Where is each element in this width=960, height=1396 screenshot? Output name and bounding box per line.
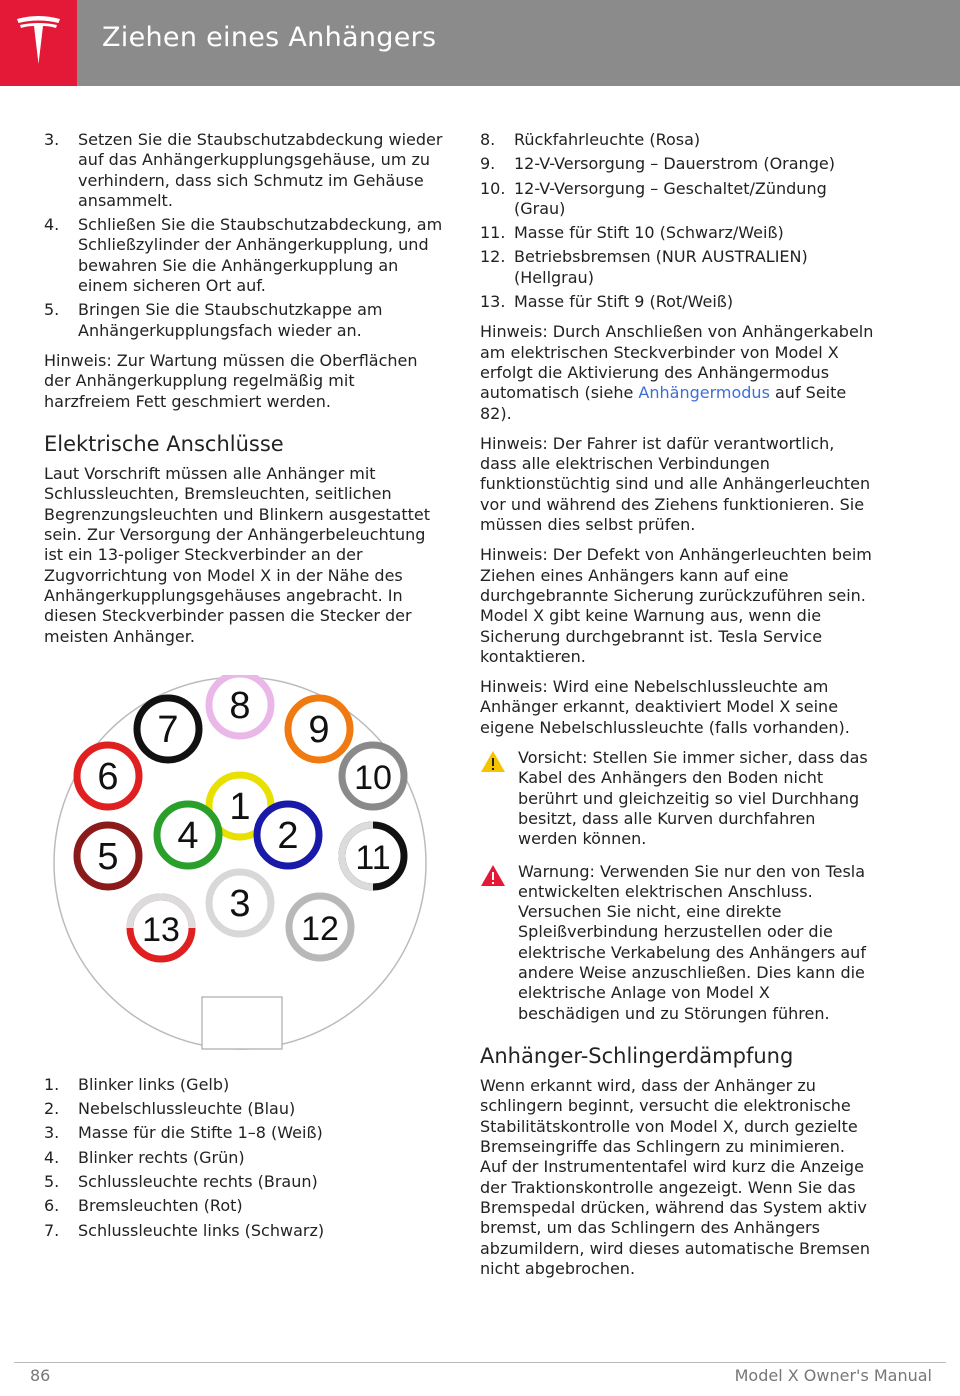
caution-callout — [480, 748, 875, 849]
pin-12-label: 12 — [301, 909, 339, 948]
list-item-number: 9. — [480, 154, 496, 174]
list-item-text: 12-V-Versorgung – Dauerstrom (Orange) — [514, 154, 835, 174]
list-item-text: Schlussleuchte links (Schwarz) — [78, 1220, 325, 1240]
list-item-text: 12-V-Versorgung – Geschaltet/Zündung (Grau) — [514, 178, 827, 218]
list-item-text: Blinker links (Gelb) — [78, 1074, 230, 1094]
list-item — [44, 215, 444, 296]
list-item — [44, 1221, 444, 1241]
list-item — [44, 130, 444, 211]
list-item — [480, 154, 875, 174]
pin-7-label: 7 — [157, 708, 179, 751]
list-item-number: 11. — [480, 223, 506, 243]
list-item — [480, 292, 875, 312]
list-item — [44, 1148, 444, 1168]
list-item — [44, 1075, 444, 1095]
page-number: 86 — [30, 1366, 51, 1385]
section-heading-electrical: Elektrische Anschlüsse — [44, 431, 284, 456]
list-item — [480, 223, 875, 243]
list-item-number: 3. — [44, 1123, 60, 1143]
note-grease: Hinweis: Zur Wartung müssen die Oberflächen der Anhängerkupplung regelmäßig mit harzfreiem Fett geschmiert werden. — [44, 350, 418, 411]
list-item-number: 12. — [480, 247, 506, 267]
list-item-text: Blinker rechts (Grün) — [78, 1147, 245, 1167]
list-item — [480, 130, 875, 150]
link-trailer-mode[interactable]: Anhängermodus — [638, 383, 770, 403]
list-item-number: 6. — [44, 1196, 60, 1216]
list-item-number: 7. — [44, 1220, 60, 1240]
list-item — [44, 1123, 444, 1143]
pin-1-label: 1 — [229, 785, 251, 828]
steps-list — [44, 130, 444, 341]
pin-3-label: 3 — [229, 882, 251, 925]
caution-text: Vorsicht: Stellen Sie immer sicher, dass das Kabel des Anhängers den Boden nicht berührt und gleichzeitig so viel Durchhang besitzt, dass alle Kurven durchfahren werden können. — [518, 748, 868, 849]
list-item-number: 2. — [44, 1099, 60, 1119]
pin-list-right — [480, 130, 875, 312]
list-item-number: 1. — [44, 1074, 60, 1094]
list-item — [44, 300, 444, 341]
list-item-text: Setzen Sie die Staubschutzabdeckung wieder auf das Anhängerkupplungsgehäuse, um zu verhindern, dass sich Schmutz im Gehäuse ansammelt. — [78, 130, 443, 210]
list-item-number: 5. — [44, 1172, 60, 1192]
warning-text: Warnung: Verwenden Sie nur den von Tesla entwickelten elektrischen Anschluss. Versuchen Sie nicht, eine direkte Spleißverbindung herzustellen oder die elektrische Verkabelung des Anhängers auf andere Weise anzuschließen. Dies kann die elektrische Anlage von Model X beschädigen und zu Störungen führen. — [518, 861, 866, 1023]
list-item-number: 4. — [44, 1147, 60, 1167]
note-text: Hinweis: Durch Anschließen von Anhängerkabeln am elektrischen Steckverbinder von Model X erfolgt die Aktivierung des Anhängermodus automatisch (siehe — [480, 322, 874, 403]
list-item-number: 4. — [44, 215, 60, 235]
list-item-text: Masse für Stift 10 (Schwarz/Weiß) — [514, 223, 784, 243]
list-item-text: Bremsleuchten (Rot) — [78, 1196, 243, 1216]
list-item-number: 10. — [480, 178, 506, 198]
note-fuse: Hinweis: Der Defekt von Anhängerleuchten beim Ziehen eines Anhängers kann auf eine durchgebrannte Sicherung zurückzuführen sein. Model X gibt keine Warnung aus, wenn die Sicherung durchgebrannt ist. Tesla Service kontaktieren. — [480, 545, 872, 666]
pin-4-label: 4 — [177, 814, 199, 857]
pin-11-label: 11 — [355, 838, 391, 877]
note-text: auf Seite 82). — [480, 383, 847, 423]
list-item-text: Betriebsbremsen (NUR AUSTRALIEN) (Hellgrau) — [514, 247, 808, 287]
page-header — [0, 0, 960, 86]
list-item-number: 5. — [44, 300, 60, 320]
electrical-intro: Laut Vorschrift müssen alle Anhänger mit Schlussleuchten, Bremsleuchten, seitlichen Begrenzungsleuchten und Blinkern ausgestattet sein. Zur Versorgung der Anhängerbeleuchtung ist ein 13-poliger Steckverbinder an der Zugvorrichtung von Model X in der Nähe des Anhängerkupplungsgehäuses angebracht. In diesen Steckverbinder passen die Stecker der meisten Anhänger. — [44, 464, 431, 646]
page-title: Ziehen eines Anhängers — [102, 22, 437, 53]
note-trailer-mode — [480, 322, 875, 423]
list-item-number: 3. — [44, 130, 60, 149]
list-item — [480, 247, 875, 288]
connector-pin-diagram — [52, 675, 428, 1051]
list-item — [44, 1196, 444, 1216]
list-item-text: Schlussleuchte rechts (Braun) — [78, 1172, 318, 1192]
section-heading-sway: Anhänger-Schlingerdämpfung — [480, 1043, 794, 1068]
list-item-text: Nebelschlussleuchte (Blau) — [78, 1099, 296, 1119]
list-item-text: Masse für Stift 9 (Rot/Weiß) — [514, 292, 734, 312]
list-item-number: 8. — [480, 130, 496, 149]
footer-divider — [14, 1362, 946, 1363]
left-column — [44, 130, 444, 1251]
pin-10-label: 10 — [354, 758, 392, 797]
tesla-logo — [0, 0, 77, 86]
list-item-text: Schließen Sie die Staubschutzabdeckung, am Schließzylinder der Anhängerkupplung, und bewahren Sie die Anhängerkupplung an einem sicheren Ort auf. — [78, 215, 443, 296]
warning-callout — [480, 862, 875, 1024]
pin-list-left — [44, 1075, 444, 1241]
manual-title: Model X Owner's Manual — [734, 1366, 932, 1385]
note-driver-responsibility: Hinweis: Der Fahrer ist dafür verantwortlich, dass alle elektrischen Verbindungen funktionstüchtig sind und alle Anhängerleuchten vor und während des Ziehens funktionieren. Sie müssen dies selbst prüfen. — [480, 433, 871, 535]
list-item-text: Bringen Sie die Staubschutzkappe am Anhängerkupplungsfach wieder an. — [78, 300, 383, 340]
list-item-number: 13. — [480, 292, 506, 312]
list-item — [44, 1099, 444, 1119]
right-column — [480, 130, 875, 1289]
caution-icon — [480, 750, 506, 773]
list-item-text: Rückfahrleuchte (Rosa) — [514, 130, 701, 149]
warning-icon — [480, 864, 506, 887]
pin-5-label: 5 — [97, 835, 119, 878]
note-fog-light: Hinweis: Wird eine Nebelschlussleuchte am Anhänger erkannt, deaktiviert Model X seine eigene Nebelschlussleuchte (falls vorhanden). — [480, 677, 850, 737]
pin-6-label: 6 — [97, 755, 119, 798]
pin-8-label: 8 — [229, 684, 251, 727]
pin-13-label: 13 — [142, 910, 180, 949]
list-item — [480, 179, 875, 220]
pin-9-label: 9 — [308, 708, 330, 751]
tesla-logo-icon — [15, 15, 62, 67]
list-item-text: Masse für die Stifte 1–8 (Weiß) — [78, 1123, 323, 1143]
sway-text: Wenn erkannt wird, dass der Anhänger zu schlingern beginnt, versucht die elektronische Stabilitätskontrolle von Model X, durch gezielte Bremseingriffe das Schlingern zu minimieren. Auf der Instrumententafel wird kurz die Anzeige der Traktionskontrolle angezeigt. Wenn Sie das Bremspedal drücken, während das System aktiv bremst, um das Schlingern des Anhängers abzumildern, wird dieses automatische Bremsen nicht abgebrochen. — [480, 1076, 870, 1278]
connector-key-slot — [202, 997, 282, 1049]
list-item — [44, 1172, 444, 1192]
pin-2-label: 2 — [277, 814, 299, 857]
